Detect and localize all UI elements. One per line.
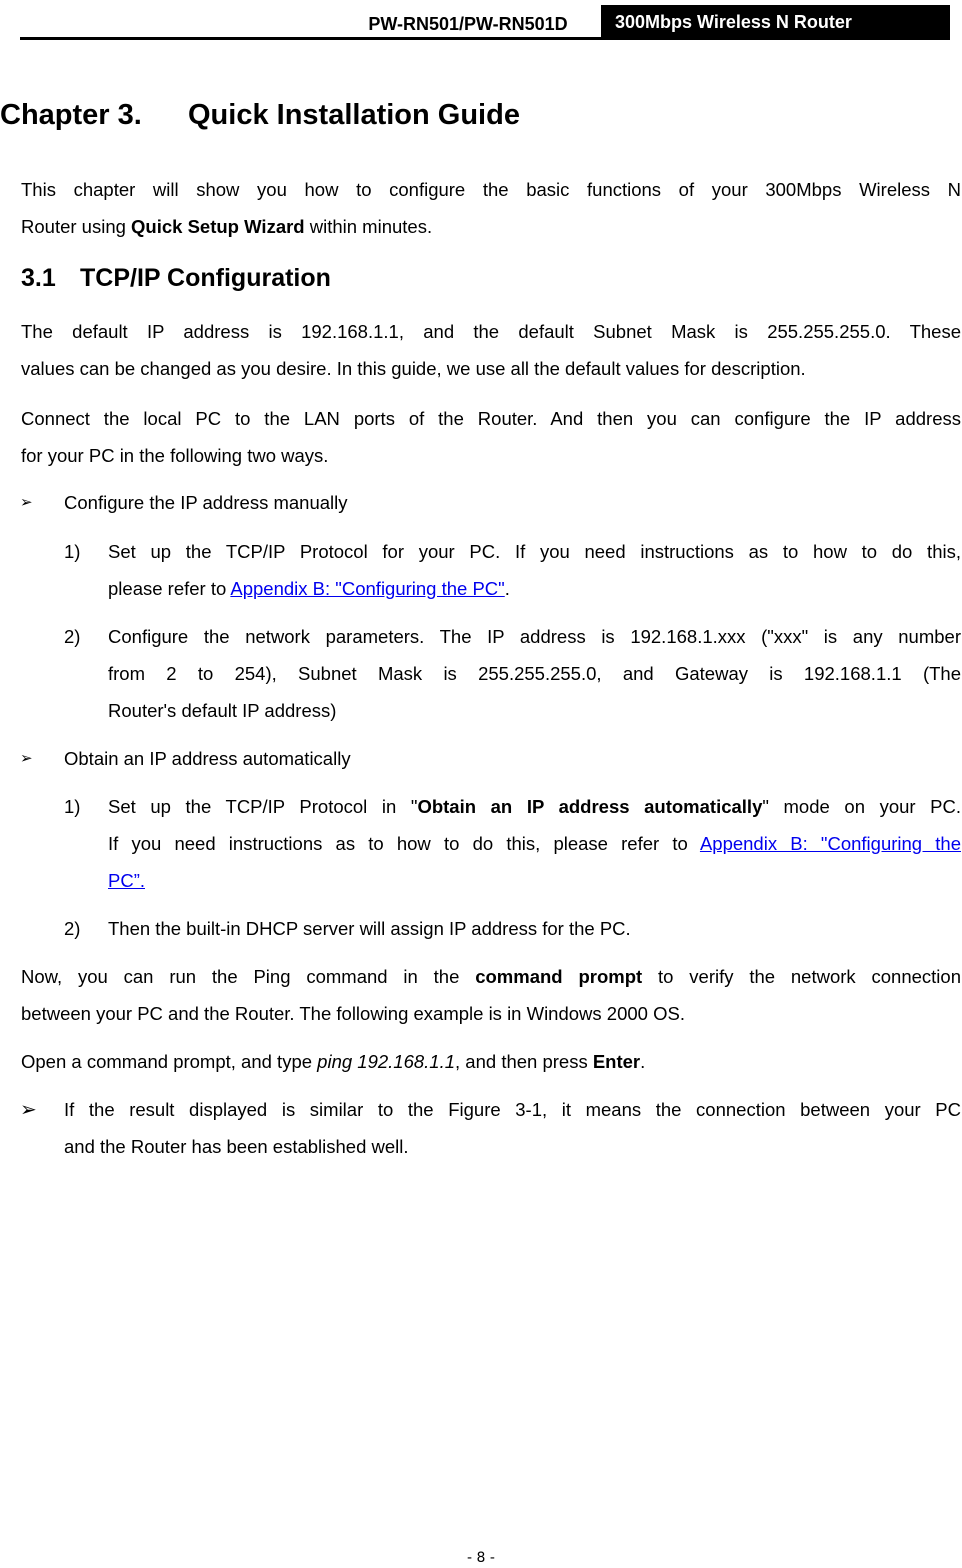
para2-line-2: for your PC in the following two ways.: [21, 445, 329, 466]
auto-step1-number: 1): [64, 796, 81, 817]
bullet-manual: Configure the IP address manually: [64, 492, 348, 513]
result-arrow-icon: ➢: [20, 1099, 37, 1121]
manual-step1-number: 1): [64, 541, 81, 562]
header-product: 300Mbps Wireless N Router: [601, 5, 950, 40]
auto-step2-number: 2): [64, 918, 81, 939]
auto-step1-line-1: Set up the TCP/IP Protocol in "Obtain an IP address automatically" mode on your PC.: [108, 796, 962, 817]
section-title: TCP/IP Configuration: [80, 264, 331, 292]
manual-step2-line-1: Configure the network parameters. The IP address is 192.168.1.xxx ("xxx" is any number: [108, 626, 961, 647]
auto-step1-line-2: If you need instructions as to how to do this, please refer to Appendix B: "Configuring the: [108, 833, 961, 854]
intro-line-2: Router using Quick Setup Wizard within minutes.: [21, 216, 433, 237]
manual-step2-line-3: Router's default IP address): [108, 700, 337, 721]
appendix-b-link-continued[interactable]: PC”.: [108, 870, 145, 891]
header-model: PW-RN501/PW-RN501D: [368, 14, 568, 34]
result-line-1: If the result displayed is similar to the Figure 3-1, it means the connection between your PC: [64, 1099, 961, 1120]
para1-line-1: The default IP address is 192.168.1.1, and the default Subnet Mask is 255.255.255.0. These: [21, 321, 961, 342]
manual-step2-line-2: from 2 to 254), Subnet Mask is 255.255.255.0, and Gateway is 192.168.1.1 (The: [108, 663, 961, 684]
intro-line-1: This chapter will show you how to configure the basic functions of your 300Mbps Wireless N: [21, 179, 961, 200]
result-line-2: and the Router has been established well.: [64, 1136, 409, 1157]
bullet-auto: Obtain an IP address automatically: [64, 748, 351, 769]
bullet-arrow-icon: ➢: [20, 494, 33, 511]
auto-step2-line-1: Then the built-in DHCP server will assign IP address for the PC.: [108, 918, 631, 939]
chapter-heading: [0, 95, 520, 135]
page-number: - 8 -: [467, 1550, 495, 1566]
chapter-number: Chapter 3.: [0, 99, 142, 131]
header-rule: [20, 37, 950, 40]
quick-setup-wizard: Quick Setup Wizard: [131, 216, 305, 237]
section-heading: [21, 261, 331, 295]
auto-step1-line-3: [108, 870, 145, 892]
appendix-b-link[interactable]: Appendix B: "Configuring the: [699, 833, 961, 854]
appendix-b-link[interactable]: Appendix B: "Configuring the PC": [230, 578, 505, 599]
para2-line-1: Connect the local PC to the LAN ports of the Router. And then you can configure the IP address: [21, 408, 961, 429]
manual-step2-number: 2): [64, 626, 81, 647]
manual-step1-line-1: Set up the TCP/IP Protocol for your PC. If you need instructions as to how to do this,: [108, 541, 961, 562]
chapter-title: Quick Installation Guide: [188, 99, 520, 131]
bullet-arrow-icon: ➢: [20, 750, 33, 767]
para3-line-1: Now, you can run the Ping command in the command prompt to verify the network connection: [21, 966, 961, 987]
section-number: 3.1: [21, 264, 56, 292]
manual-step1-line-2: please refer to Appendix B: "Configuring the PC".: [108, 578, 510, 599]
para3-line-2: between your PC and the Router. The following example is in Windows 2000 OS.: [21, 1003, 685, 1024]
para1-line-2: values can be changed as you desire. In this guide, we use all the default values for description.: [21, 358, 806, 379]
para4-line: Open a command prompt, and type ping 192.168.1.1, and then press Enter.: [21, 1051, 646, 1072]
